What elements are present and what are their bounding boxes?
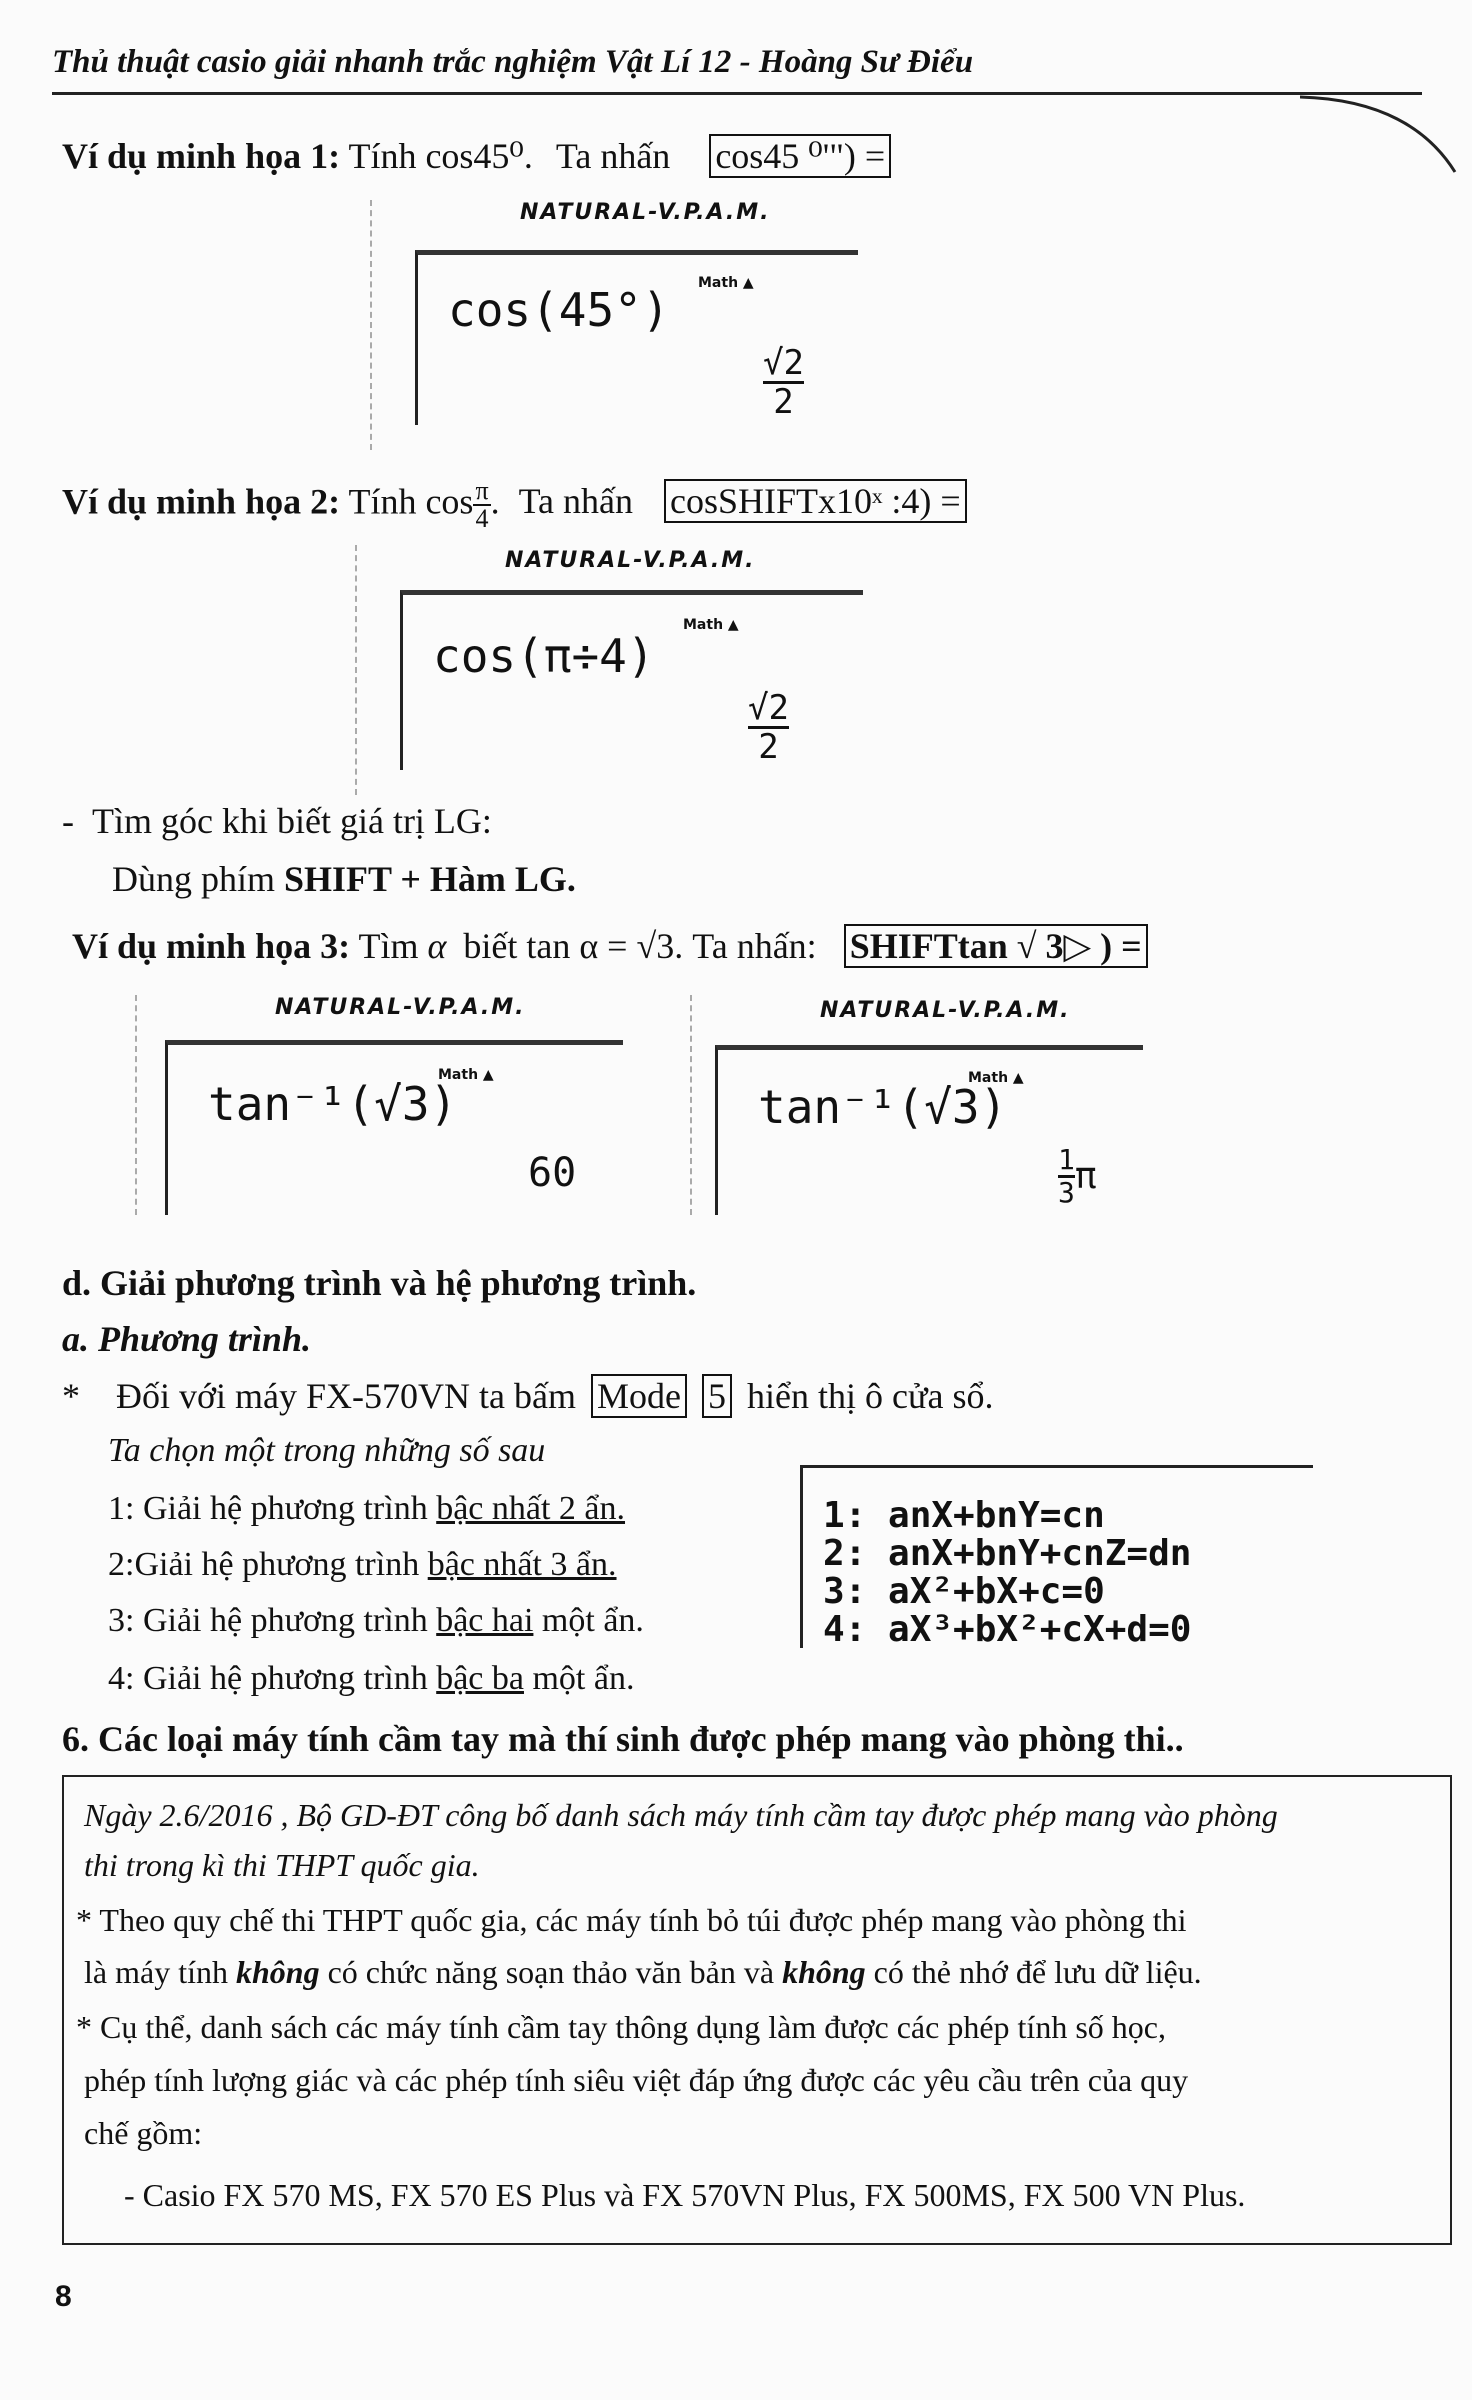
- screen-1-indicator: Math ▲: [698, 275, 754, 291]
- corner-curve: [1300, 92, 1460, 182]
- mode-line-4: 4: aX³+bX²+cX+d=0: [823, 1609, 1192, 1650]
- info-p2b: [84, 1954, 1202, 1991]
- info-p2b-post: có thẻ nhớ để lưu dữ liệu.: [873, 1954, 1202, 1990]
- choice-4-pre: 4: Giải hệ phương trình: [108, 1660, 428, 1697]
- lg-line-1-text: Tìm góc khi biết giá trị LG:: [92, 801, 492, 841]
- mode-screen: [800, 1465, 1313, 1648]
- screen-2-result: [748, 690, 789, 765]
- example-3-press: Ta nhấn:: [692, 926, 817, 966]
- screen-2-expr: cos(π÷4): [433, 629, 655, 683]
- example-2-fraction: [473, 478, 490, 532]
- section-d-sub: a. Phương trình.: [62, 1319, 311, 1359]
- lg-line-2: [112, 858, 576, 900]
- example-2-frac-num: π: [475, 476, 489, 505]
- screen-3b-edge: [690, 995, 692, 1215]
- info-p2b-bold1: không: [235, 1954, 320, 1990]
- screen-1-brand: NATURAL-V.P.A.M.: [520, 200, 771, 225]
- example-1: [62, 135, 891, 177]
- choice-item-1: [108, 1490, 625, 1528]
- example-3-alpha: α: [427, 926, 447, 966]
- example-2-press: Ta nhấn: [518, 481, 634, 522]
- calc-screen-2: [400, 590, 863, 770]
- info-p3a: * Cụ thể, danh sách các máy tính cầm tay thông dụng làm được các phép tính số học,: [76, 2009, 1166, 2045]
- example-3: [72, 925, 1148, 967]
- section-d-choose: Ta chọn một trong những số sau: [108, 1432, 546, 1469]
- lg-dash: -: [62, 801, 92, 841]
- info-p2a: * Theo quy chế thi THPT quốc gia, các máy tính bỏ túi được phép mang vào phòng thi: [76, 1902, 1187, 1938]
- choice-3-u: bậc hai: [436, 1602, 534, 1639]
- screen-3b-result-den: 3: [1058, 1176, 1075, 1209]
- choice-3-post: một ẩn.: [541, 1602, 644, 1639]
- screen-1-result-den: 2: [773, 382, 794, 422]
- lg-line-2-pre: Dùng phím: [112, 859, 276, 899]
- screen-3b-frac: [1058, 1145, 1075, 1208]
- calc-screen-3a: [165, 1040, 623, 1215]
- example-3-keys: SHIFTtan √ 3▷ ) =: [844, 924, 1148, 968]
- calc-screen-1: [415, 250, 858, 425]
- info-p2b-mid: có chức năng soạn thảo văn bản và: [327, 1954, 775, 1990]
- mode-line-2: 2: anX+bnY+cnZ=dn: [823, 1533, 1192, 1574]
- example-2: [62, 478, 967, 532]
- screen-3a-result: 60: [528, 1150, 577, 1196]
- screen-3b-brand: NATURAL-V.P.A.M.: [820, 998, 1071, 1023]
- lg-line-2-bold: SHIFT + Hàm LG.: [284, 859, 576, 899]
- screen-2-edge: [355, 545, 357, 795]
- section-d-title: d. Giải phương trình và hệ phương trình.: [62, 1263, 697, 1303]
- screen-3a-edge: [135, 995, 137, 1215]
- choice-4-post: một ẩn.: [532, 1660, 635, 1697]
- example-2-label: Ví dụ minh họa 2:: [62, 481, 341, 522]
- screen-2-result-den: 2: [758, 727, 779, 767]
- example-3-text-mid: biết tan α = √3.: [463, 926, 684, 966]
- example-2-text-pre: Tính cos: [348, 481, 474, 522]
- screen-3a-indicator: Math ▲: [438, 1067, 494, 1083]
- info-box: [62, 1775, 1452, 2245]
- screen-3b-result-num: 1: [1058, 1143, 1075, 1176]
- screen-3b-result-suffix: π: [1074, 1156, 1097, 1197]
- key-mode: Mode: [591, 1374, 687, 1418]
- example-2-text-post: .: [490, 481, 500, 522]
- example-1-label: Ví dụ minh họa 1:: [62, 136, 341, 176]
- choice-item-3: [108, 1602, 644, 1640]
- example-3-label: Ví dụ minh họa 3:: [72, 926, 351, 966]
- screen-3b-result: [1058, 1145, 1097, 1208]
- choice-1-u: bậc nhất 2 ẩn.: [436, 1490, 626, 1527]
- info-p2b-pre: là máy tính: [84, 1954, 228, 1990]
- choice-2-u: bậc nhất 3 ẩn.: [427, 1546, 617, 1583]
- example-1-press: Ta nhấn: [555, 136, 671, 176]
- bullet-pre: Đối với máy FX-570VN ta bấm: [116, 1376, 576, 1416]
- screen-3b-expr: tan⁻¹(√3): [758, 1080, 1008, 1134]
- screen-2-result-num: √2: [748, 688, 789, 728]
- info-p3b: phép tính lượng giác và các phép tính siêu việt đáp ứng được các yêu cầu trên của quy: [84, 2062, 1189, 2098]
- choice-item-2: [108, 1546, 617, 1584]
- info-p1: Ngày 2.6/2016 , Bộ GD-ĐT công bố danh sách máy tính cầm tay được phép mang vào phòng: [84, 1797, 1278, 1833]
- choice-item-4: [108, 1660, 634, 1698]
- mode-line-3: 3: aX²+bX+c=0: [823, 1571, 1105, 1612]
- choice-2-pre: 2:Giải hệ phương trình: [108, 1546, 420, 1583]
- screen-1-result: [763, 345, 804, 420]
- example-1-keys: cos45 ⁰'") =: [709, 134, 891, 178]
- info-p3c: chế gồm:: [84, 2115, 203, 2151]
- example-3-text-pre: Tìm: [358, 926, 419, 966]
- example-2-frac-den: 4: [475, 504, 489, 533]
- section-6-title: 6. Các loại máy tính cầm tay mà thí sinh được phép mang vào phòng thi..: [62, 1719, 1184, 1759]
- page-number: 8: [55, 2280, 72, 2313]
- screen-1-expr: cos(45°): [448, 283, 670, 337]
- bullet-post: hiển thị ô cửa sổ.: [746, 1376, 994, 1416]
- calc-screen-3b: [715, 1045, 1143, 1215]
- mode-line-1: 1: anX+bnY=cn: [823, 1495, 1105, 1536]
- header-rule: [52, 92, 1422, 95]
- bullet-star: *: [62, 1376, 107, 1416]
- section-d-bullet: [62, 1375, 993, 1417]
- key-5: 5: [702, 1374, 732, 1418]
- info-p1b: thi trong kì thi THPT quốc gia.: [84, 1847, 480, 1883]
- screen-2-brand: NATURAL-V.P.A.M.: [505, 548, 756, 573]
- screen-1-edge: [370, 200, 372, 450]
- screen-3a-brand: NATURAL-V.P.A.M.: [275, 995, 526, 1020]
- choice-1-pre: 1: Giải hệ phương trình: [108, 1490, 428, 1527]
- example-1-text: Tính cos45⁰.: [348, 136, 533, 176]
- choice-4-u: bậc ba: [436, 1660, 524, 1697]
- page-header: Thủ thuật casio giải nhanh trắc nghiệm Vật Lí 12 - Hoàng Sư Điểu: [52, 44, 974, 80]
- choice-3-pre: 3: Giải hệ phương trình: [108, 1602, 428, 1639]
- info-p4: - Casio FX 570 MS, FX 570 ES Plus và FX 570VN Plus, FX 500MS, FX 500 VN Plus.: [124, 2177, 1246, 2213]
- lg-line-1: [62, 800, 492, 842]
- screen-3b-indicator: Math ▲: [968, 1070, 1024, 1086]
- screen-3a-expr: tan⁻¹(√3): [208, 1077, 458, 1131]
- screen-1-result-num: √2: [763, 343, 804, 383]
- example-2-keys: cosSHIFTx10ˣ :4) =: [664, 479, 967, 523]
- screen-2-indicator: Math ▲: [683, 617, 739, 633]
- info-p2b-bold2: không: [782, 1954, 866, 1990]
